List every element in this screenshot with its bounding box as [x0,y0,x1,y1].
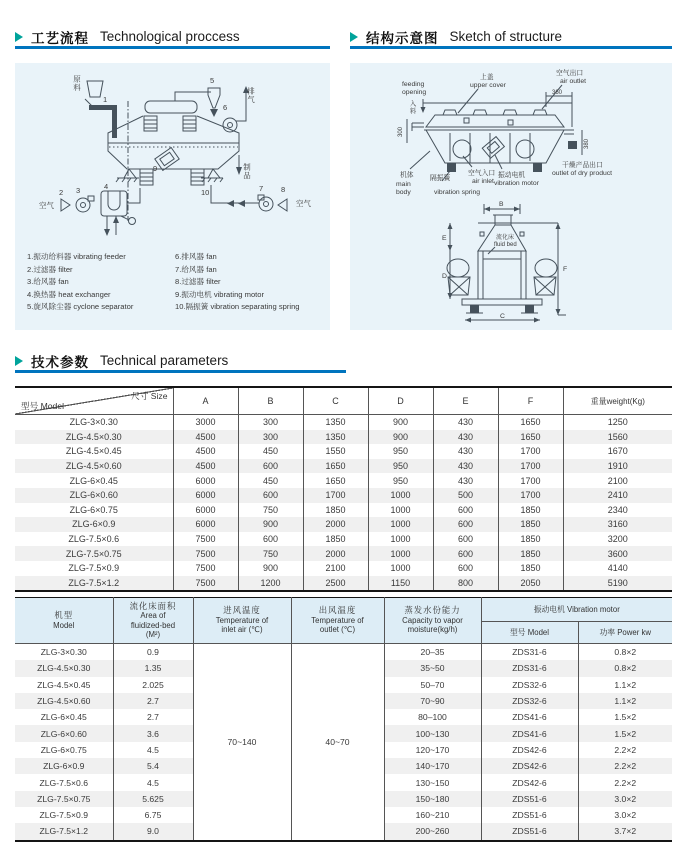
svg-text:vibration motor: vibration motor [494,180,539,187]
svg-text:4: 4 [104,182,109,191]
table-row [15,503,672,518]
svg-text:1: 1 [103,95,108,104]
header-power: 功率 Power kw [578,622,672,644]
value-cell: 1000 [368,503,433,518]
legend-right-column [175,251,326,314]
section-header-process [15,27,240,46]
model-cell: ZLG-6×0.75 [15,503,173,518]
value-cell: 4500 [173,459,238,474]
legend-left-column [27,251,175,314]
structure-sketch-diagram [350,63,672,330]
model-cell: ZLG-7.5×0.6 [15,774,113,790]
svg-text:原料: 原料 [72,75,82,92]
value-cell: ZDS32-6 [481,693,578,709]
value-cell: ZDS42-6 [481,742,578,758]
value-cell: 950 [368,473,433,488]
value-cell: 1.5×2 [578,725,672,741]
value-cell: 3600 [563,546,672,561]
table-row [15,546,672,561]
model-cell: ZLG-4.5×0.60 [15,459,173,474]
inlet-temp-merged-cell: 70~140 [193,644,291,841]
value-cell: 9.0 [113,823,193,840]
value-cell: 2.7 [113,709,193,725]
column-header: B [238,387,303,415]
svg-text:3: 3 [76,186,81,195]
value-cell: 900 [368,415,433,430]
svg-text:流化床: 流化床 [496,235,515,241]
svg-text:入料: 入料 [408,100,416,115]
value-cell: 3.7×2 [578,823,672,840]
value-cell: 600 [433,561,498,576]
value-cell: 900 [368,430,433,445]
value-cell: 2.7 [113,693,193,709]
model-cell: ZLG-4.5×0.60 [15,693,113,709]
value-cell: 1700 [498,459,563,474]
legend-item: 8.过滤器 filter [175,277,221,287]
section-title-en: Sketch of structure [449,29,563,44]
value-cell: 1000 [368,546,433,561]
corner-size-label: 尺寸 Size [131,391,168,401]
svg-text:main: main [396,181,411,188]
svg-text:body: body [396,189,411,196]
table-row [15,644,672,661]
value-cell: 500 [433,488,498,503]
header-line: 机型 [54,610,74,620]
model-cell: ZLG-4.5×0.30 [15,430,173,445]
value-cell: 600 [238,488,303,503]
value-cell: 2410 [563,488,672,503]
svg-text:upper cover: upper cover [470,82,506,89]
legend-item: 9.振动电机 vibrating motor [175,289,265,299]
model-cell: ZLG-7.5×0.9 [15,807,113,823]
svg-text:6: 6 [223,103,228,112]
column-header: A [173,387,238,415]
value-cell: 2000 [303,517,368,532]
value-cell: 1.1×2 [614,679,637,690]
section-title-zh: 结构示意图 [366,30,439,46]
svg-text:D: D [442,273,447,280]
table-row [15,430,672,445]
section-header-structure [350,27,562,46]
value-cell: 4500 [173,430,238,445]
value-cell: 1550 [303,444,368,459]
model-cell: ZLG-3×0.30 [15,415,173,430]
model-cell: ZLG-6×0.75 [15,742,113,758]
svg-text:C: C [500,313,505,320]
value-cell: 2.2×2 [578,758,672,774]
value-cell: 6000 [173,473,238,488]
model-cell: ZLG-7.5×0.75 [15,791,113,807]
value-cell: 4500 [173,444,238,459]
header-line: 出风温度 [318,605,357,616]
value-cell: 120~170 [384,742,481,758]
value-cell: ZDS51-6 [481,823,578,840]
value-cell: 1850 [498,517,563,532]
value-cell: 900 [238,517,303,532]
outlet-temp-merged-cell: 40~70 [291,644,384,841]
svg-text:feeding: feeding [402,81,425,88]
value-cell: 750 [238,546,303,561]
value-cell: 2500 [303,576,368,592]
header-line: 流化床面积 [129,600,177,611]
value-cell: 0.8×2 [578,660,672,676]
model-cell: ZLG-7.5×1.2 [15,823,113,840]
svg-text:振动电机: 振动电机 [498,172,526,179]
model-cell: ZLG-7.5×0.75 [15,546,173,561]
svg-text:B: B [499,201,504,208]
process-flow-diagram [15,63,330,245]
header-line: Capacity to vapor [402,615,463,625]
legend-item: 10.隔振簧 vibration separating spring [175,302,300,312]
value-cell: 1000 [368,517,433,532]
corner-model-label: 型号 Model [21,401,64,411]
value-cell: 1650 [498,430,563,445]
value-cell: 2100 [303,561,368,576]
value-cell: 1650 [498,415,563,430]
value-cell: 2.025 [113,677,193,693]
value-cell: 2.2×2 [614,744,637,755]
svg-text:7: 7 [259,184,264,193]
value-cell: 35~50 [384,660,481,676]
value-cell: 1850 [498,532,563,547]
header-capacity [384,598,481,644]
svg-text:10: 10 [201,188,210,197]
value-cell: 1150 [368,576,433,592]
value-cell: 3.0×2 [614,810,637,821]
table-row [15,415,672,430]
header-area [113,598,193,644]
value-cell: 1000 [368,488,433,503]
value-cell: 1.35 [113,660,193,676]
section-title-en: Technical parameters [100,353,229,368]
value-cell: ZDS51-6 [481,807,578,823]
value-cell: 1670 [607,446,628,457]
model-cell: ZLG-6×0.45 [15,709,113,725]
value-cell: 1850 [498,503,563,518]
value-cell: 1250 [607,417,628,428]
value-cell: 1350 [303,430,368,445]
svg-text:上盖: 上盖 [480,74,494,81]
svg-text:隔振簧: 隔振簧 [430,175,451,182]
value-cell: 3200 [607,534,628,545]
svg-text:2: 2 [59,188,64,197]
table-header-row [15,387,672,415]
value-cell: 150~180 [384,791,481,807]
value-cell: 7500 [173,576,238,592]
table-row [15,561,672,576]
value-cell: 7500 [173,561,238,576]
table-row [15,459,672,474]
value-cell: 600 [433,532,498,547]
structure-sketch-panel [350,63,672,330]
header-line: outlet (℃) [319,625,356,635]
value-cell: 3.6 [113,725,193,741]
model-cell: ZLG-7.5×1.2 [15,576,173,592]
value-cell: 2000 [303,546,368,561]
svg-text:空气出口: 空气出口 [556,70,584,77]
table1-body [15,415,672,592]
model-cell: ZLG-4.5×0.45 [15,677,113,693]
value-cell: ZDS51-6 [481,791,578,807]
header-line: fluidized-bed [130,620,176,630]
model-cell: ZLG-6×0.60 [15,488,173,503]
section-title-zh: 技术参数 [31,354,89,370]
value-cell: 430 [433,459,498,474]
legend-item: 5.旋风除尘器 cyclone separator [27,302,134,312]
corner-header-cell [15,387,173,415]
dimensions-table [15,386,672,592]
value-cell: 1.1×2 [578,693,672,709]
value-cell: ZDS31-6 [481,660,578,676]
section-arrow-icon [15,32,23,42]
value-cell: 1200 [238,576,303,592]
value-cell: 6000 [173,503,238,518]
value-cell: ZDS31-6 [481,644,578,661]
svg-text:F: F [563,266,568,273]
value-cell: 2100 [607,475,628,486]
value-cell: 70~90 [384,693,481,709]
header-line: Area of [140,611,166,620]
legend-item: 1.振动给料器 vibrating feeder [27,252,126,261]
legend-item: 6.排风器 fan [175,252,217,261]
svg-text:outlet of dry product: outlet of dry product [552,170,613,177]
value-cell: 140~170 [384,758,481,774]
value-cell: 1000 [368,561,433,576]
header-line: (M²) [145,630,161,639]
value-cell: 1850 [303,532,368,547]
value-cell: 0.9 [113,644,193,661]
legend-item: 2.过滤器 filter [27,264,73,274]
value-cell: 80–100 [384,709,481,725]
header-line: Temperature of [215,615,269,625]
section-rule [15,370,346,373]
model-cell: ZLG-6×0.45 [15,473,173,488]
svg-text:air outlet: air outlet [560,78,587,85]
section-rule [15,46,330,49]
header-line: inlet air (℃) [221,625,263,635]
value-cell: ZDS41-6 [481,709,578,725]
value-cell: 3.0×2 [578,791,672,807]
value-cell: 1650 [303,459,368,474]
legend-item: 4.换热器 heat exchanger [27,289,111,299]
column-header-weight: 重量weight(Kg) [563,387,672,415]
value-cell: 1560 [563,430,672,445]
svg-text:空气: 空气 [39,201,54,210]
table-row [15,576,672,592]
value-cell: 5.625 [113,791,193,807]
table-row [15,517,672,532]
value-cell: 600 [433,546,498,561]
svg-text:5: 5 [210,76,215,85]
svg-text:380: 380 [584,138,590,149]
model-cell: ZLG-4.5×0.30 [15,660,113,676]
header-line: Temperature of [311,615,364,625]
process-legend [27,251,326,314]
header-inlet-temp [193,598,291,644]
value-cell: 100~130 [384,725,481,741]
model-cell: ZLG-6×0.60 [15,725,113,741]
svg-text:E: E [442,235,447,242]
value-cell: 750 [238,503,303,518]
model-cell: ZLG-7.5×0.6 [15,532,173,547]
svg-text:机体: 机体 [400,172,414,179]
value-cell: 450 [238,444,303,459]
svg-text:制品: 制品 [242,163,252,180]
value-cell: 450 [238,473,303,488]
value-cell: 1850 [498,546,563,561]
value-cell: 7500 [173,532,238,547]
value-cell: ZDS42-6 [481,758,578,774]
value-cell: 300 [238,430,303,445]
legend-item: 7.给风器 fan [175,264,217,274]
header-line: 进风温度 [223,605,261,616]
value-cell: 200~260 [384,823,481,840]
value-cell: 600 [433,517,498,532]
section-title-en: Technological proccess [100,29,240,44]
svg-text:fluid bed: fluid bed [494,242,517,248]
value-cell: 20–35 [384,644,481,661]
value-cell: 600 [238,532,303,547]
table-header-row [15,598,672,622]
table-row [15,473,672,488]
value-cell: 4.5 [113,742,193,758]
table2-body [15,644,672,841]
value-cell: 430 [433,430,498,445]
value-cell: 430 [433,444,498,459]
value-cell: 1910 [563,459,672,474]
value-cell: 2050 [498,576,563,592]
model-cell: ZLG-6×0.9 [15,517,173,532]
svg-text:air inlet: air inlet [472,178,494,185]
process-flow-panel [15,63,330,330]
value-cell: 3160 [563,517,672,532]
section-header-parameters [15,351,228,370]
model-cell: ZLG-3×0.30 [15,644,113,661]
value-cell: 900 [238,561,303,576]
model-cell: ZLG-6×0.9 [15,758,113,774]
value-cell: ZDS41-6 [481,725,578,741]
value-cell: 430 [433,415,498,430]
value-cell: 5.4 [113,758,193,774]
value-cell: 800 [433,576,498,592]
value-cell: ZDS32-6 [481,677,578,693]
value-cell: 950 [368,459,433,474]
section-rule [350,46,672,49]
section-arrow-icon [350,32,358,42]
column-header: D [368,387,433,415]
svg-text:360: 360 [552,90,563,96]
header-line: 蒸发水份能力 [404,605,461,616]
value-cell: 1700 [498,488,563,503]
value-cell: 600 [433,503,498,518]
section-title-zh: 工艺流程 [31,30,89,46]
header-vibration-motor: 振动电机 Vibration motor [481,598,672,622]
table-row [15,532,672,547]
section-arrow-icon [15,356,23,366]
svg-text:8: 8 [281,185,286,194]
header-outlet-temp [291,598,384,644]
svg-text:opening: opening [402,89,427,96]
header-motor-model: 型号 Model [481,622,578,644]
value-cell: 160~210 [384,807,481,823]
value-cell: 3000 [173,415,238,430]
value-cell: 600 [238,459,303,474]
value-cell: 6.75 [113,807,193,823]
value-cell: 1700 [498,473,563,488]
table-row [15,444,672,459]
value-cell: 1.5×2 [614,712,637,723]
model-cell: ZLG-4.5×0.45 [15,444,173,459]
value-cell: 2340 [607,504,628,515]
svg-text:9: 9 [153,164,158,173]
value-cell: 1350 [303,415,368,430]
legend-item: 3.给风器 fan [27,277,69,287]
value-cell: 4.5 [113,774,193,790]
value-cell: 1850 [498,561,563,576]
column-header: E [433,387,498,415]
svg-text:空气入口: 空气入口 [468,170,496,177]
value-cell: 430 [433,473,498,488]
value-cell: ZDS42-6 [481,774,578,790]
value-cell: 6000 [173,517,238,532]
table-row [15,488,672,503]
value-cell: 1700 [498,444,563,459]
value-cell: 4140 [607,563,628,574]
value-cell: 1650 [303,473,368,488]
value-cell: 1000 [368,532,433,547]
performance-table [15,597,672,842]
value-cell: 6000 [173,488,238,503]
header-line: moisture(kg/h) [407,625,458,635]
svg-text:300: 300 [398,126,404,137]
value-cell: 130~150 [384,774,481,790]
value-cell: 2.2×2 [614,777,637,788]
column-header: F [498,387,563,415]
value-cell: 7500 [173,546,238,561]
svg-text:排气: 排气 [246,87,256,104]
header-line: Model [53,620,75,630]
value-cell: 0.8×2 [614,647,637,658]
value-cell: 300 [238,415,303,430]
value-cell: 1700 [303,488,368,503]
svg-text:干燥产品出口: 干燥产品出口 [562,162,603,169]
value-cell: 1850 [303,503,368,518]
model-cell: ZLG-7.5×0.9 [15,561,173,576]
svg-text:vibration spring: vibration spring [434,189,481,196]
svg-text:空气: 空气 [296,199,311,208]
value-cell: 50–70 [384,677,481,693]
header-model [15,598,113,644]
value-cell: 950 [368,444,433,459]
value-cell: 5190 [563,576,672,592]
column-header: C [303,387,368,415]
